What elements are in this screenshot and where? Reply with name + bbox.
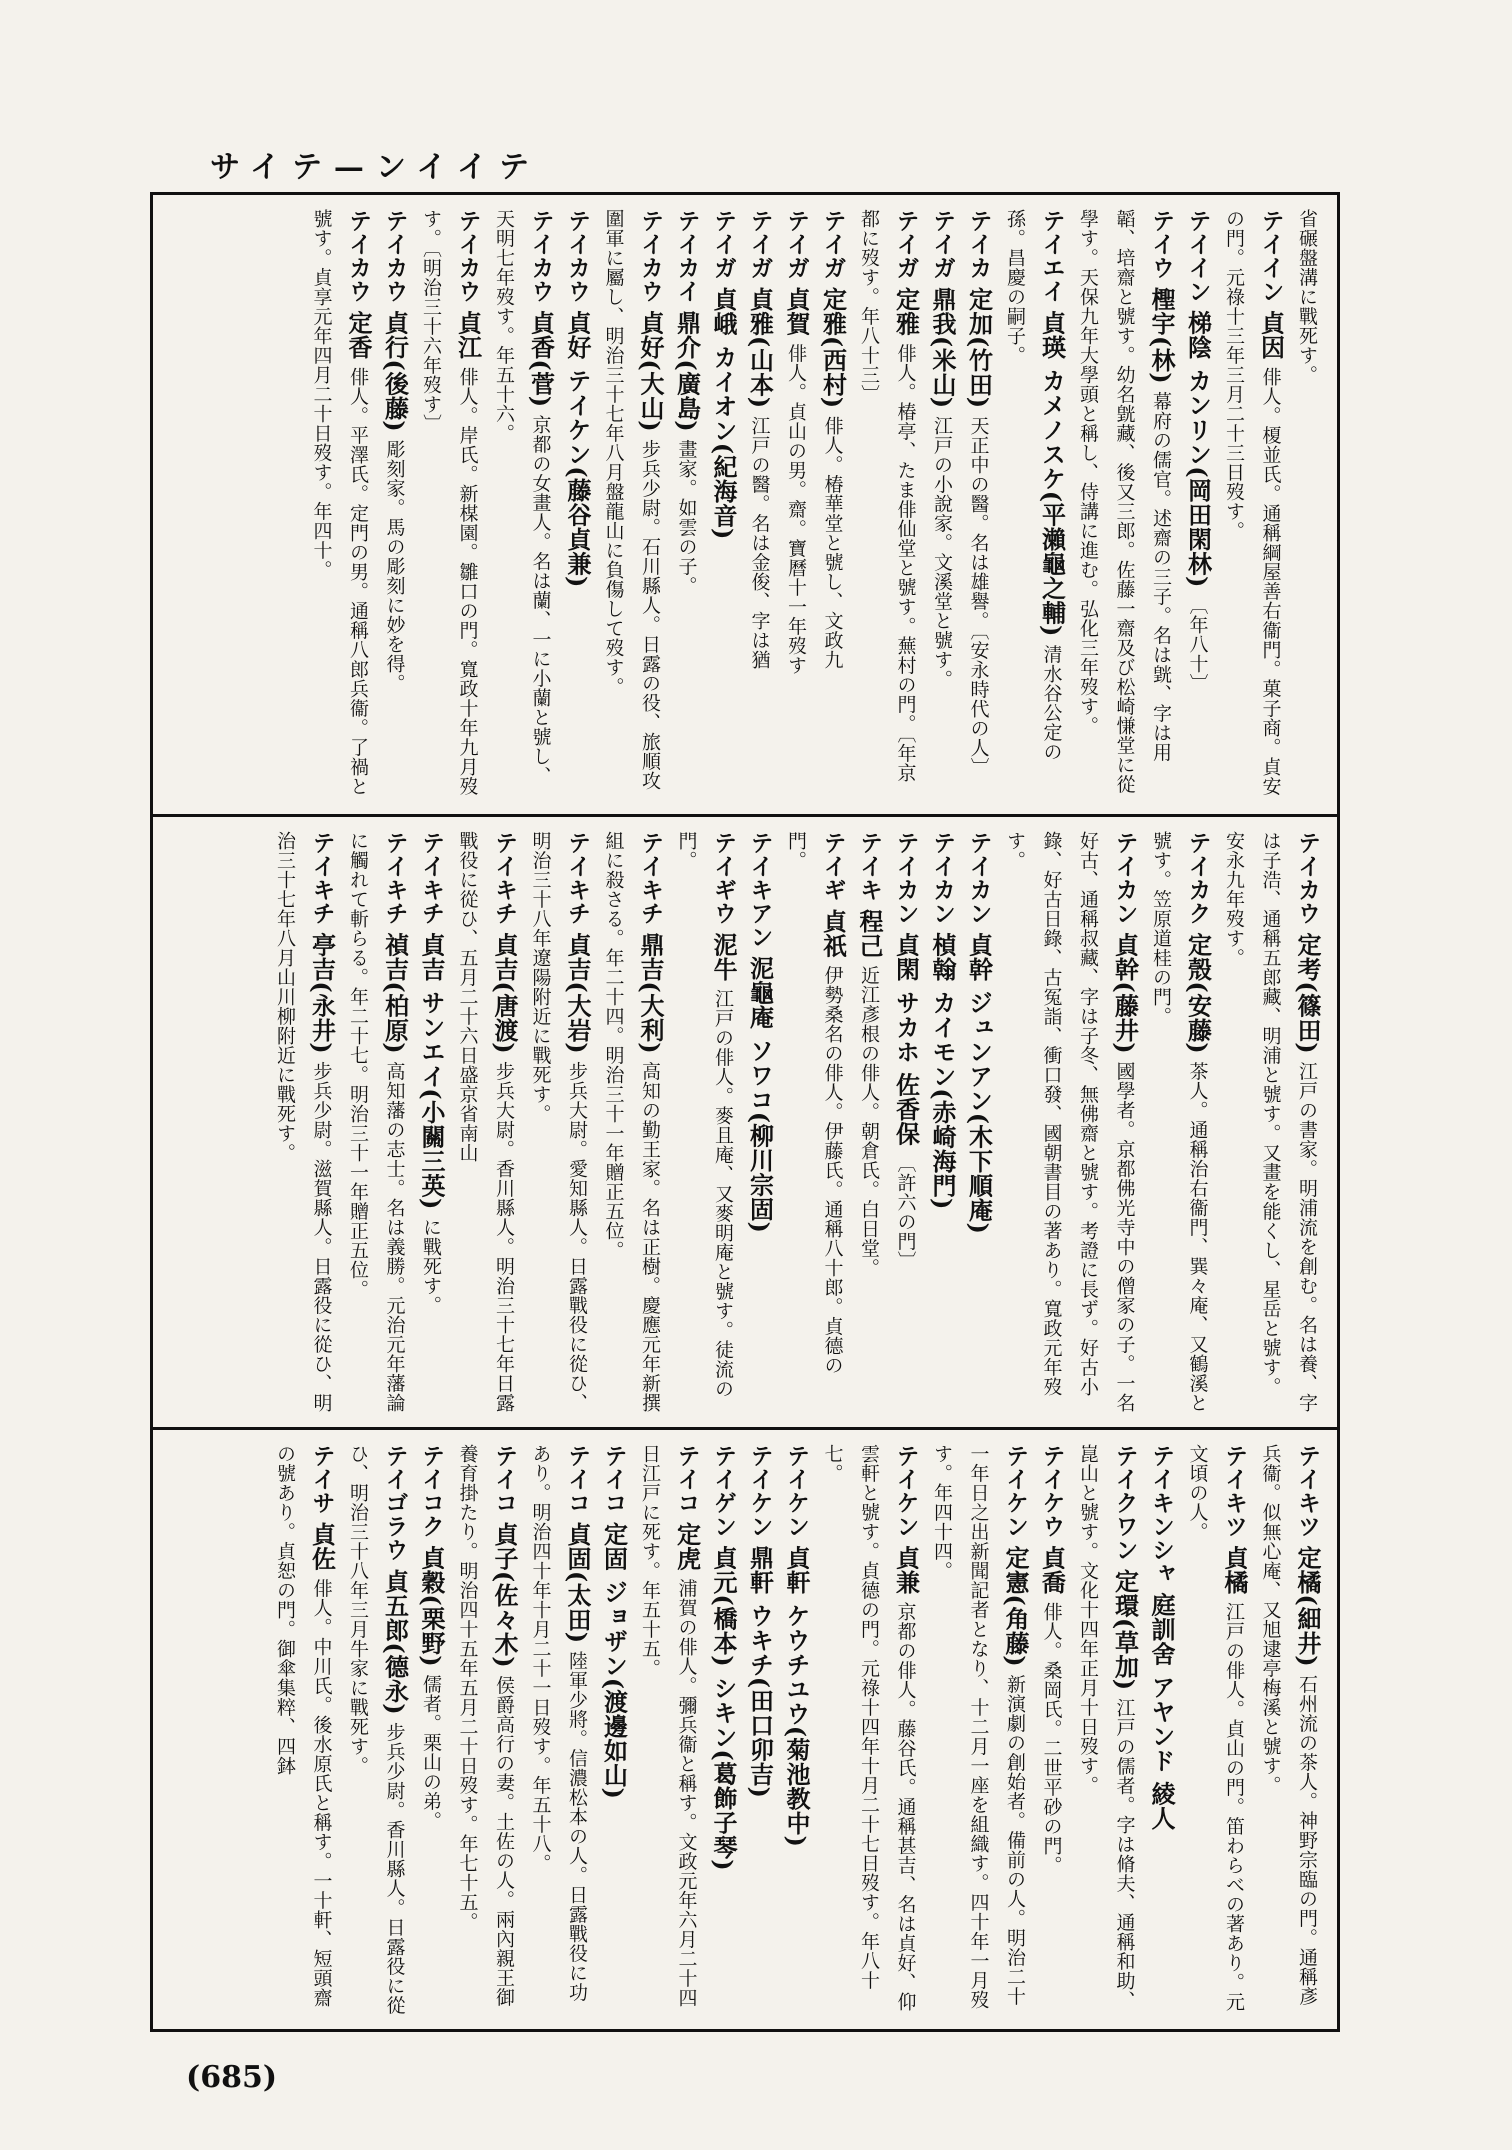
entry-name: 定憲(角藤) (1001, 1545, 1030, 1668)
dictionary-entry (1070, 1444, 1143, 2018)
dictionary-entry (1033, 1444, 1070, 2018)
entry-name: 貞閑 サカホ 佐香保 (891, 932, 921, 1147)
entry-reading: テイケン (783, 1444, 809, 1538)
entry-text: 江戸の書家。明浦流を創む。名は養、字は子浩、通稱五郎藏、明浦と號す。又畫を能くし、星岳と號す。安永九年歿す。 (1223, 831, 1318, 1413)
entry-text: 步兵大尉。愛知縣人。日露戰役に從ひ、明治三十八年遼陽附近に戰死す。 (529, 831, 588, 1413)
entry-reading: テイケン (746, 1444, 773, 1538)
entry-text: に戰死す。 (420, 1217, 442, 1315)
entry-reading: テイガ (710, 209, 736, 280)
entry-text: 儒者。栗山の弟。 (420, 1674, 442, 1831)
dictionary-entry (668, 831, 741, 1413)
entry-reading: テイカ (965, 209, 992, 280)
entry-text: 俳人。貞山の男。齋。寶曆十一年歿す (785, 343, 807, 675)
dictionary-entry (814, 209, 851, 800)
entry-name: 貞佐 (307, 1521, 337, 1571)
dictionary-entry (778, 209, 815, 800)
dictionary-entry (851, 209, 924, 800)
entry-name: 貞因 (1256, 310, 1286, 360)
entry-reading: テイイン (1184, 209, 1211, 303)
entry-name: 鼎吉(大利) (636, 932, 665, 1055)
dictionary-page (150, 192, 1340, 2032)
entry-name: 貞吉(大岩) (563, 932, 592, 1055)
entry-reading: テイケウ (1038, 1444, 1065, 1538)
entry-reading: テイキツ (1294, 1444, 1320, 1538)
entry-name: 貞香(菅) (526, 310, 556, 408)
entry-name: 定雅 (891, 286, 921, 336)
entry-text: 伊勢桑名の俳人。伊藤氏。通稱八十郎。貞德の門。 (785, 831, 844, 1375)
entry-text: 畫家。如雲の子。 (675, 439, 698, 596)
entry-name: 亭吉(永井) (307, 932, 337, 1055)
entry-reading: テイガ (892, 209, 919, 280)
entry-reading: テイコク (418, 1444, 444, 1538)
entry-name: 定環(草加) (1110, 1568, 1140, 1691)
entry-reading: テイキツ (1221, 1444, 1247, 1538)
entry-reading: テイギ (819, 831, 846, 902)
entry-reading: テイウ (1148, 209, 1174, 280)
entry-name: 貞雅(山本) (745, 286, 775, 409)
entry-reading: テイキンシャ (1148, 1444, 1174, 1585)
dictionary-entry (705, 209, 742, 800)
entry-name: 梯陰 カンリン(岡田閑林) (1183, 310, 1213, 588)
dictionary-entry (1289, 209, 1326, 800)
entry-name: 貞江 (453, 310, 483, 360)
dictionary-entry (1216, 209, 1289, 800)
entry-name: 鼎介(廣島) (672, 310, 702, 433)
entry-name: 貞吉 サンエイ(小關三英) (417, 932, 446, 1210)
entry-reading: テイクワン (1111, 1444, 1138, 1562)
entry-text: 石州流の茶人。神野宗臨の門。通稱彥兵衞。似無心庵、又旭逮亭梅溪と號す。 (1259, 1444, 1318, 2006)
entry-name: 鼎軒 ウキチ(田口卯吉) (745, 1545, 775, 1799)
entry-reading: テイカウ (527, 209, 554, 303)
dictionary-entry (741, 209, 778, 800)
dictionary-entry (1143, 1444, 1180, 2018)
entry-text: 江戸の俳人。麥且庵、又麥明庵と號す。徒流の門。 (675, 831, 734, 1399)
dictionary-entry (1179, 209, 1216, 800)
entry-reading: テイキ (856, 831, 882, 902)
entry-name: 定考(篠田) (1293, 932, 1322, 1055)
dictionary-entry (595, 1444, 632, 2018)
entry-reading: テイキチ (491, 831, 517, 925)
entry-reading: テイエイ (1038, 209, 1065, 303)
entry-text: 江戸の醫。名は金俊、字は猶 (748, 415, 771, 670)
entry-reading: テイガ (819, 209, 846, 280)
dictionary-entry (632, 1444, 705, 2018)
dictionary-entry (486, 209, 559, 800)
entry-name: 貞元(橋本) シキン(葛飾子琴) (709, 1545, 738, 1872)
entry-name: 定橘(細井) (1293, 1545, 1322, 1668)
tier-3 (153, 1430, 1337, 2032)
dictionary-entry (413, 831, 450, 1413)
entry-name: 定香 (344, 310, 373, 360)
dictionary-entry (449, 1444, 522, 2018)
dictionary-entry (997, 831, 1143, 1413)
entry-text: 步兵少尉。香川縣人。日露役に從ひ、明治三十八年三月牛家に戰死す。 (347, 1444, 406, 2015)
dictionary-entry (741, 1444, 778, 2018)
entry-reading: テイケン (1002, 1444, 1028, 1538)
dictionary-entry (960, 831, 997, 1413)
entry-text: 步兵少尉。石川縣人。日露の役、旅順攻圍軍に屬し、明治三十七年八月盤龍山に負傷して歿す。 (602, 209, 661, 791)
dictionary-entry (595, 831, 668, 1413)
entry-reading: テイキチ (381, 831, 408, 925)
entry-text: 江戸の小說家。文溪堂と號す。 (931, 415, 953, 689)
entry-reading: テイコ (491, 1444, 517, 1515)
entry-name: 貞軒 ケウチユウ(菊池教中) (782, 1545, 811, 1848)
dictionary-entry (267, 1444, 340, 2018)
entry-reading: テイサ (308, 1444, 335, 1515)
entry-text: 國學者。京都佛光寺中の僧家の子。一名好古、通稱叔藏、字は子冬、無佛齋と號す。考證に長ず。好古小錄、好古日錄、古冤詣、衝口發、國朝書目の著あり。寬政元年歿す。 (1004, 831, 1136, 1413)
dictionary-entry (741, 831, 778, 1413)
entry-name: 貞行(後藤) (380, 310, 410, 433)
entry-text: 幕府の儒官。述齋の三子。名は皝、字は用韜、培齋と號す。幼名皝藏、後又三郎。佐藤一齋及び松崎慊堂に從學す。天保九年大學頭と稱し、侍講に進む。弘化三年歿す。 (1077, 209, 1172, 794)
entry-name: 貞穀(栗野) (417, 1545, 446, 1668)
entry-reading: テイガ (929, 209, 955, 280)
dictionary-entry (960, 209, 997, 800)
dictionary-entry (413, 209, 486, 800)
dictionary-entry (814, 1444, 924, 2018)
entry-text: 京都の俳人。藤谷氏。通稱甚吉、名は貞好、仰雲軒と號す。貞德の門。元祿十四年十月二十七日歿す。年八十七。 (821, 1444, 917, 2012)
entry-text: 天正中の醫。名は雄譽。〔安永時代の人〕 (967, 415, 990, 777)
entry-text: 高知の勤王家。名は正樹。慶應元年新撰組に殺さる。年二十四。明治三十一年贈正五位。 (602, 831, 661, 1413)
entry-reading: テイコ (600, 1444, 627, 1515)
dictionary-entry (522, 1444, 595, 2018)
entry-name: 貞橘 (1220, 1545, 1249, 1595)
entry-text: 浦賀の俳人。彌兵衞と稱す。文政元年六月二十四日江戸に死す。年五十五。 (639, 1444, 698, 2008)
entry-reading: テイカウ (637, 209, 663, 303)
entry-name: 貞祇 (818, 908, 848, 958)
entry-reading: テイカイ (673, 209, 700, 303)
entry-name: 泥牛 (709, 932, 738, 982)
entry-text: 近江彥根の俳人。朝倉氏。白日堂。 (858, 965, 880, 1278)
dictionary-entry (924, 1444, 1034, 2018)
entry-reading: テイカン (929, 831, 955, 925)
dictionary-entry (449, 831, 522, 1413)
dictionary-entry (778, 831, 851, 1413)
entry-name: 貞子(佐々木) (490, 1521, 519, 1669)
dictionary-entry (851, 831, 888, 1413)
entry-name: 楨翰 カイモン(赤崎海門) (928, 932, 957, 1210)
entry-reading: テイイン (1257, 209, 1284, 303)
dictionary-entry (924, 831, 961, 1413)
dictionary-entry (340, 1444, 413, 2018)
tier-2 (153, 817, 1337, 1430)
entry-text: 俳人。椿亭、たま俳仙堂と號す。蕪村の門。〔年京都に歿す。年八十三〕 (858, 209, 917, 783)
entry-text: 新演劇の創始者。備前の人。明治二十一年日之出新聞記者となり、十二月一座を組織す。四十年一月歿す。年四十四。 (931, 1444, 1026, 2010)
entry-name: 定固 ジョザン(渡邊如山) (599, 1521, 629, 1800)
running-head: サイテ—ンイイテ (210, 150, 541, 185)
dictionary-entry (1143, 831, 1216, 1413)
entry-text: 彫刻家。馬の彫刻に妙を得。 (383, 439, 406, 693)
entry-text: 侯爵高行の妻。土佐の人。兩內親王御養育掛たり。明治四十五年五月二十日歿す。年七十五。 (456, 1444, 515, 2007)
entry-text: 步兵大尉。香川縣人。明治三十七年日露戰役に從ひ、五月二十六日盛京省南山 (456, 831, 515, 1413)
entry-reading: テイギウ (710, 831, 736, 925)
entry-reading: テイケン (892, 1444, 919, 1538)
entry-name: 定虎 (672, 1521, 702, 1571)
dictionary-entry (924, 209, 961, 800)
dictionary-entry (267, 831, 340, 1413)
entry-name: 庭訓舍 アヤンド 綾人 (1147, 1592, 1176, 1831)
entry-reading: テイカク (1184, 831, 1211, 925)
entry-name: 貞瑛 カメノスケ(平瀨龜之輔) (1037, 310, 1067, 637)
entry-text: 俳人。榎並氏。通稱綱屋善右衞門。菓子商。貞安の門。元祿十三年三月二十三日歿す。 (1223, 209, 1282, 796)
entry-text: 陸軍少將。信濃松本の人。日露戰役に功あり。明治四十年十月二十一日歿す。年五十八。 (529, 1444, 588, 2002)
tier-1 (153, 195, 1337, 817)
entry-name: 鼎我(米山) (928, 286, 957, 409)
entry-reading: テイキチ (564, 831, 590, 925)
entry-name: 定雅(西村) (818, 286, 848, 409)
entry-reading: テイコ (673, 1444, 700, 1515)
dictionary-entry (522, 831, 595, 1413)
entry-name: 定殼(安藤) (1183, 932, 1213, 1055)
dictionary-entry (595, 209, 668, 800)
dictionary-entry (413, 1444, 450, 2018)
dictionary-entry (1070, 209, 1180, 800)
dictionary-entry (668, 209, 705, 800)
entry-text: 清水谷公定の孫。昌慶の嗣子。 (1004, 209, 1063, 762)
entry-name: 貞賀 (782, 286, 811, 336)
dictionary-entry (1179, 1444, 1252, 2018)
dictionary-entry (559, 209, 596, 800)
entry-reading: テイコ (564, 1444, 590, 1515)
entry-reading: テイカウ (381, 209, 408, 303)
entry-name: 貞五郎(德永) (380, 1568, 410, 1716)
entry-name: 貞好(大山) (636, 310, 665, 433)
entry-text: 江戸の俳人。貞山の門。笛わらべの著あり。元文頃の人。 (1186, 1444, 1245, 2012)
entry-text: 俳人。椿華堂と號し、文政九 (821, 415, 844, 670)
entry-reading: テイカン (892, 831, 919, 925)
entry-reading: テイキアン (746, 831, 773, 949)
entry-reading: テイゴラウ (381, 1444, 408, 1562)
entry-name: 定加(竹田) (964, 286, 994, 409)
entry-name: 貞幹 ジュンアン(木下順庵) (964, 932, 994, 1235)
entry-text: 俳人。桑岡氏。二世平砂の門。 (1040, 1601, 1063, 1875)
entry-name: 貞好 テイケン(藤谷貞兼) (563, 310, 592, 588)
entry-reading: テイゲン (710, 1444, 736, 1538)
entry-name: 貞喬 (1037, 1545, 1067, 1595)
entry-reading: テイカン (965, 831, 992, 925)
entry-reading: テイカン (1111, 831, 1138, 925)
dictionary-entry (997, 209, 1070, 800)
entry-reading: テイカウ (345, 209, 371, 303)
entry-text: 江戸の儒者。字は脩夫、通稱和助、崑山と號す。文化十四年正月十日歿す。 (1077, 1444, 1136, 2010)
entry-text: 高知藩の志士。名は義勝。元治元年藩論に觸れて斬らる。年二十七。明治三十一年贈正五位。 (347, 831, 406, 1413)
dictionary-entry (340, 831, 413, 1413)
entry-reading: テイカウ (564, 209, 590, 303)
entry-text: 省碾盤溝に戰死す。 (1296, 209, 1318, 385)
entry-reading: テイガ (746, 209, 773, 280)
entry-name: 程己 (855, 908, 884, 958)
entry-text: 〔年八十〕 (1186, 595, 1209, 693)
entry-name: 貞兼 (891, 1545, 921, 1595)
entry-reading: テイカウ (1294, 831, 1320, 925)
dictionary-entry (778, 1444, 815, 2018)
entry-reading: テイキチ (418, 831, 444, 925)
dictionary-entry (1252, 1444, 1325, 2018)
dictionary-entry (1216, 831, 1326, 1413)
entry-text: 京都の女畫人。名は蘭、一に小蘭と號し、天明七年歿す。年五十六。 (493, 209, 552, 786)
entry-text: 俳人。中川氏。後水原氏と稱す。一十軒、短頭齋の號あり。貞恕の門。御傘集粹、四鉢 (274, 1444, 333, 2008)
entry-name: 貞峨 カイオン(紀海音) (709, 286, 738, 540)
entry-name: 禎吉(柏原) (380, 932, 410, 1055)
entry-reading: テイキチ (637, 831, 663, 925)
entry-reading: テイカウ (454, 209, 481, 303)
entry-name: 泥龜庵 ソワコ(柳川宗固) (745, 955, 775, 1234)
entry-text: 俳人。平澤氏。定門の男。通稱八郎兵衞。了禍と號す。貞享元年四月二十日歿す。年四十。 (310, 209, 369, 796)
entry-reading: テイガ (783, 209, 809, 280)
page-number: (685) (186, 2060, 278, 2095)
entry-name: 貞幹(藤井) (1110, 932, 1140, 1055)
dictionary-entry (705, 1444, 742, 2018)
entry-name: 檉宇(林) (1147, 286, 1176, 385)
dictionary-entry (887, 831, 924, 1413)
entry-text: 〔許六の門〕 (894, 1153, 917, 1271)
entry-text: 步兵少尉。滋賀縣人。日露役に從ひ、明治三十七年八月山川柳附近に戰死す。 (274, 831, 333, 1413)
entry-text: 俳人。岸氏。新楳園。雛口の門。寬政十年九月歿す。〔明治三十六年歿す〕 (420, 209, 479, 796)
entry-text: 茶人。通稱治右衞門、巽々庵、又鶴溪と號す。笠原道桂の門。 (1150, 831, 1209, 1413)
dictionary-entry (303, 209, 376, 800)
entry-name: 貞固(太田) (563, 1521, 592, 1644)
entry-name: 貞吉(唐渡) (490, 932, 519, 1055)
entry-reading: テイキチ (308, 831, 335, 925)
dictionary-entry (376, 209, 413, 800)
